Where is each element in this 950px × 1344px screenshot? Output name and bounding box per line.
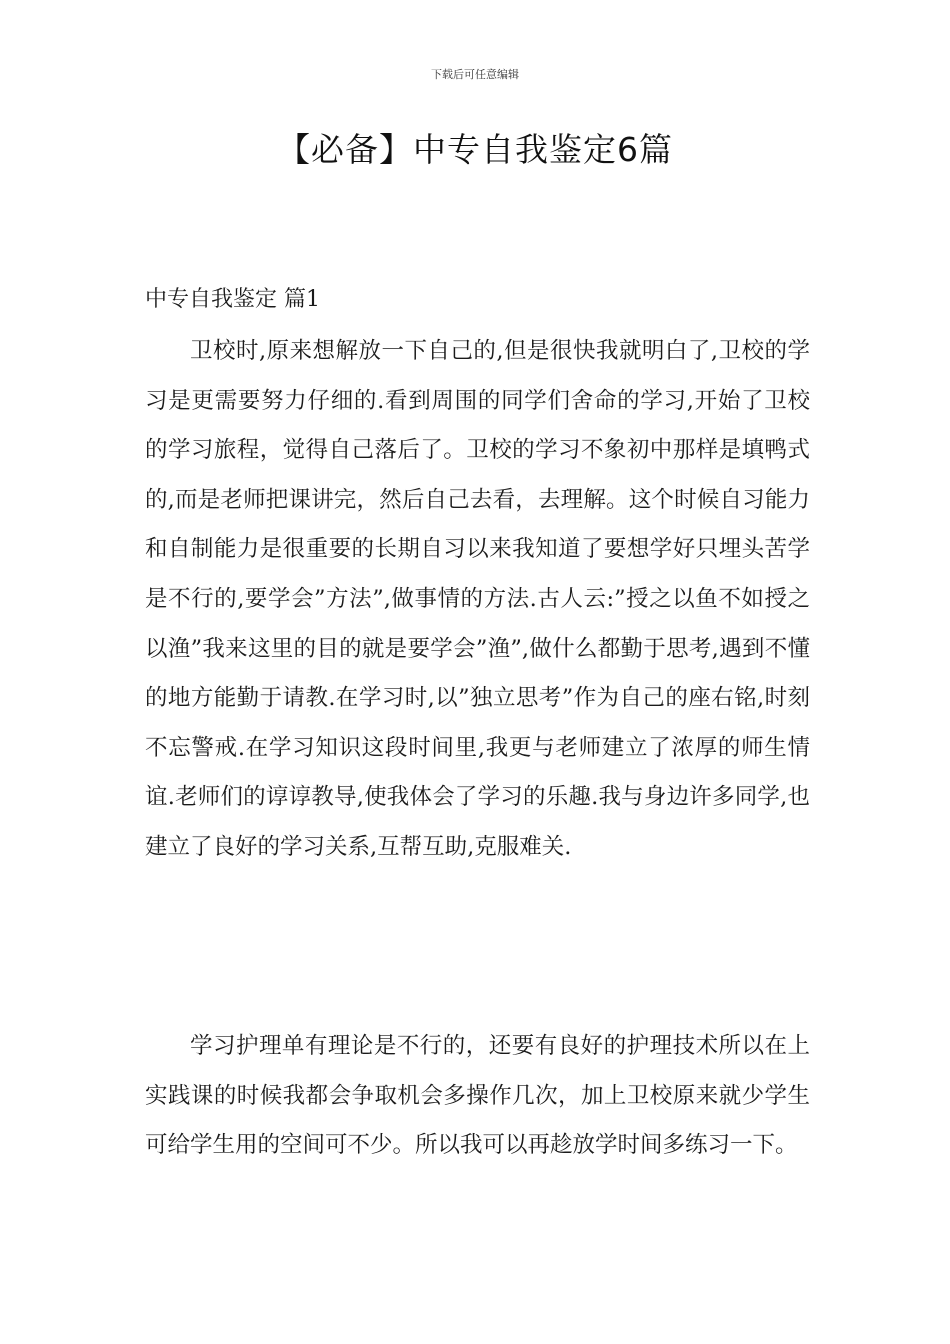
body-paragraph: 学习护理单有理论是不行的，还要有良好的护理技术所以在上实践课的时候我都会争取机会多操作几次，加上卫校原来就少学生可给学生用的空间可不少。所以我可以再趁放学时间多练习一下。 [145, 1033, 810, 1159]
section-heading: 中专自我鉴定 篇1 [145, 287, 320, 312]
header-note: 下载后可任意编辑 [431, 68, 519, 81]
body-paragraph: 卫校时,原来想解放一下自己的,但是很快我就明白了,卫校的学习是更需要努力仔细的.看到周围的同学们舍命的学习,开始了卫校的学习旅程，觉得自己落后了。卫校的学习不象初中那样是填鸭式的,而是老师把课讲完，然后自己去看，去理解。这个时候自习能力和自制能力是很重要的长期自习以来我知道了要想学好只埋头苦学是不行的,要学会”方法”,做事情的方法.古人云:”授之以鱼不如授之以渔”我来这里的目的就是要学会”渔”,做什么都勤于思考,遇到不懂的地方能勤于请教.在学习时,以”独立思考”作为自己的座右铭,时刻不忘警戒.在学习知识这段时间里,我更与老师建立了浓厚的师生情谊.老师们的谆谆教导,使我体会了学习的乐趣.我与身边许多同学,也建立了良好的学习关系,互帮互助,克服难关. [145, 338, 810, 860]
document-title: 【必备】中专自我鉴定6篇 [277, 130, 673, 169]
